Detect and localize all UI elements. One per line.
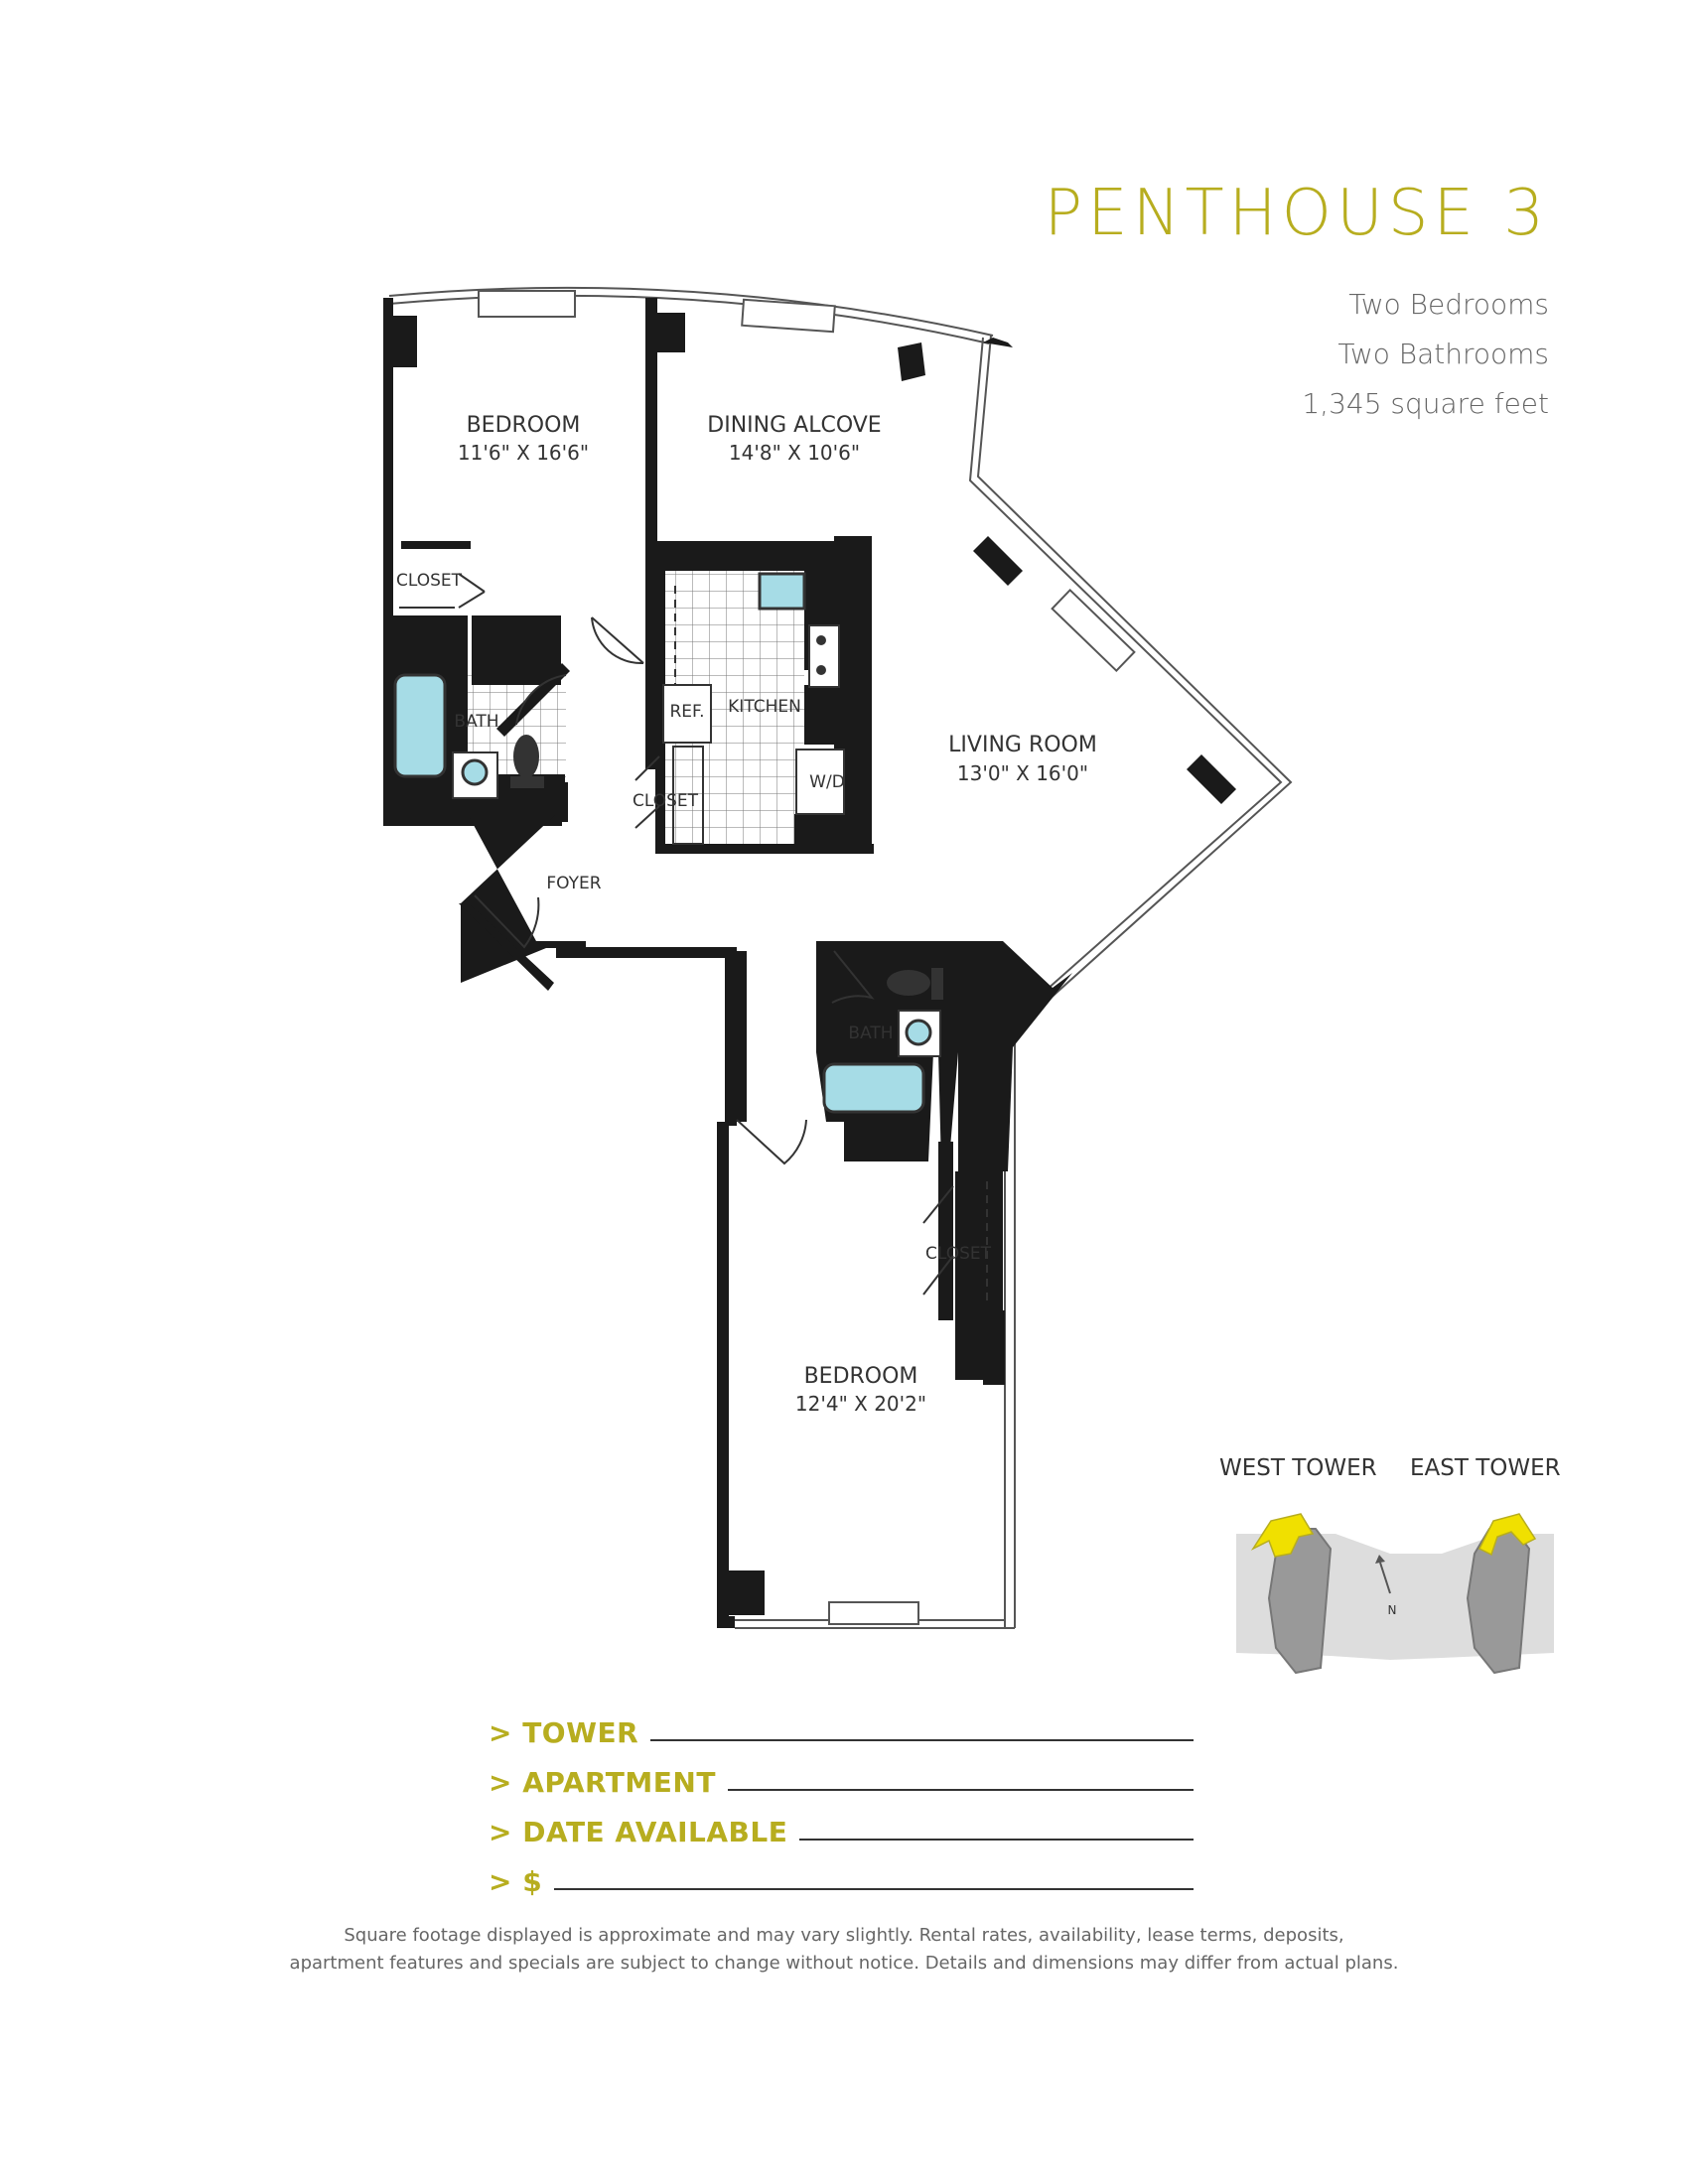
- disclaimer-line: apartment features and specials are subject to change without notice. Details and dimensions may differ from actual plans.: [289, 1953, 1399, 1974]
- disclaimer: [0, 1922, 1688, 1978]
- closet-label: CLOSET: [395, 571, 463, 591]
- window: [742, 300, 835, 332]
- toilet-tank: [931, 968, 943, 1000]
- key-plan: [1236, 1514, 1554, 1673]
- toilet-tank: [510, 776, 544, 788]
- bathtub: [824, 1064, 923, 1112]
- living-label: LIVING ROOM: [948, 733, 1097, 757]
- bedroom-count: Two Bedrooms: [1348, 288, 1549, 321]
- tower-field-line[interactable]: [650, 1739, 1194, 1741]
- info-form: [489, 1700, 1194, 1898]
- east-tower-label: EAST TOWER: [1410, 1455, 1561, 1481]
- toilet: [887, 970, 930, 996]
- living-dims: 13'0" X 16'0": [956, 761, 1089, 785]
- window: [829, 1602, 918, 1624]
- toilet: [513, 735, 539, 778]
- kitchen-sink: [760, 574, 804, 609]
- burner: [816, 635, 826, 645]
- bath-label: BATH: [454, 712, 499, 732]
- ref-label: REF.: [669, 702, 705, 722]
- date-field-label: > DATE AVAILABLE: [489, 1816, 788, 1848]
- tower-field-label: > TOWER: [489, 1716, 639, 1749]
- bedroom2-label: BEDROOM: [803, 1364, 918, 1389]
- dining-dims: 14'8" X 10'6": [728, 441, 861, 465]
- cooktop: [809, 625, 839, 687]
- closet-label: CLOSET: [632, 791, 699, 811]
- foyer-label: FOYER: [546, 874, 602, 893]
- dining-label: DINING ALCOVE: [707, 413, 882, 438]
- east-tower-icon: [1468, 1529, 1529, 1673]
- bathroom-count: Two Bathrooms: [1337, 338, 1549, 370]
- east-window-wall-inner: [970, 338, 1281, 1021]
- tower-field: [489, 1700, 1194, 1749]
- date-field-line[interactable]: [799, 1839, 1194, 1841]
- closet-label: CLOSET: [924, 1244, 992, 1264]
- burner: [816, 665, 826, 675]
- window: [479, 291, 575, 317]
- window: [1053, 590, 1135, 670]
- west-tower-label: WEST TOWER: [1219, 1455, 1377, 1481]
- east-window-wall: [978, 336, 1291, 1027]
- bedroom1-label: BEDROOM: [466, 413, 581, 438]
- walls: [383, 298, 1236, 1628]
- kitchen-label: KITCHEN: [728, 697, 801, 717]
- price-field-label: > $: [489, 1865, 543, 1898]
- price-field-line[interactable]: [554, 1888, 1194, 1890]
- disclaimer-line: Square footage displayed is approximate and may vary slightly. Rental rates, availability, lease terms, deposits,: [344, 1925, 1344, 1946]
- bathtub: [395, 675, 445, 776]
- price-field: [489, 1848, 1194, 1898]
- square-footage: 1,345 square feet: [1302, 387, 1549, 420]
- bath-label: BATH: [848, 1024, 894, 1043]
- date-field: [489, 1799, 1194, 1848]
- bedroom2-dims: 12'4" X 20'2": [794, 1392, 927, 1416]
- wd-label: W/D: [809, 772, 845, 792]
- apartment-field-line[interactable]: [728, 1789, 1194, 1791]
- north-label: N: [1387, 1603, 1397, 1617]
- page-title: PENTHOUSE 3: [1044, 177, 1549, 250]
- bedroom1-dims: 11'6" X 16'6": [457, 441, 590, 465]
- sink-bowl: [907, 1021, 930, 1044]
- apartment-field-label: > APARTMENT: [489, 1766, 716, 1799]
- apartment-field: [489, 1749, 1194, 1799]
- sink-bowl: [463, 760, 487, 784]
